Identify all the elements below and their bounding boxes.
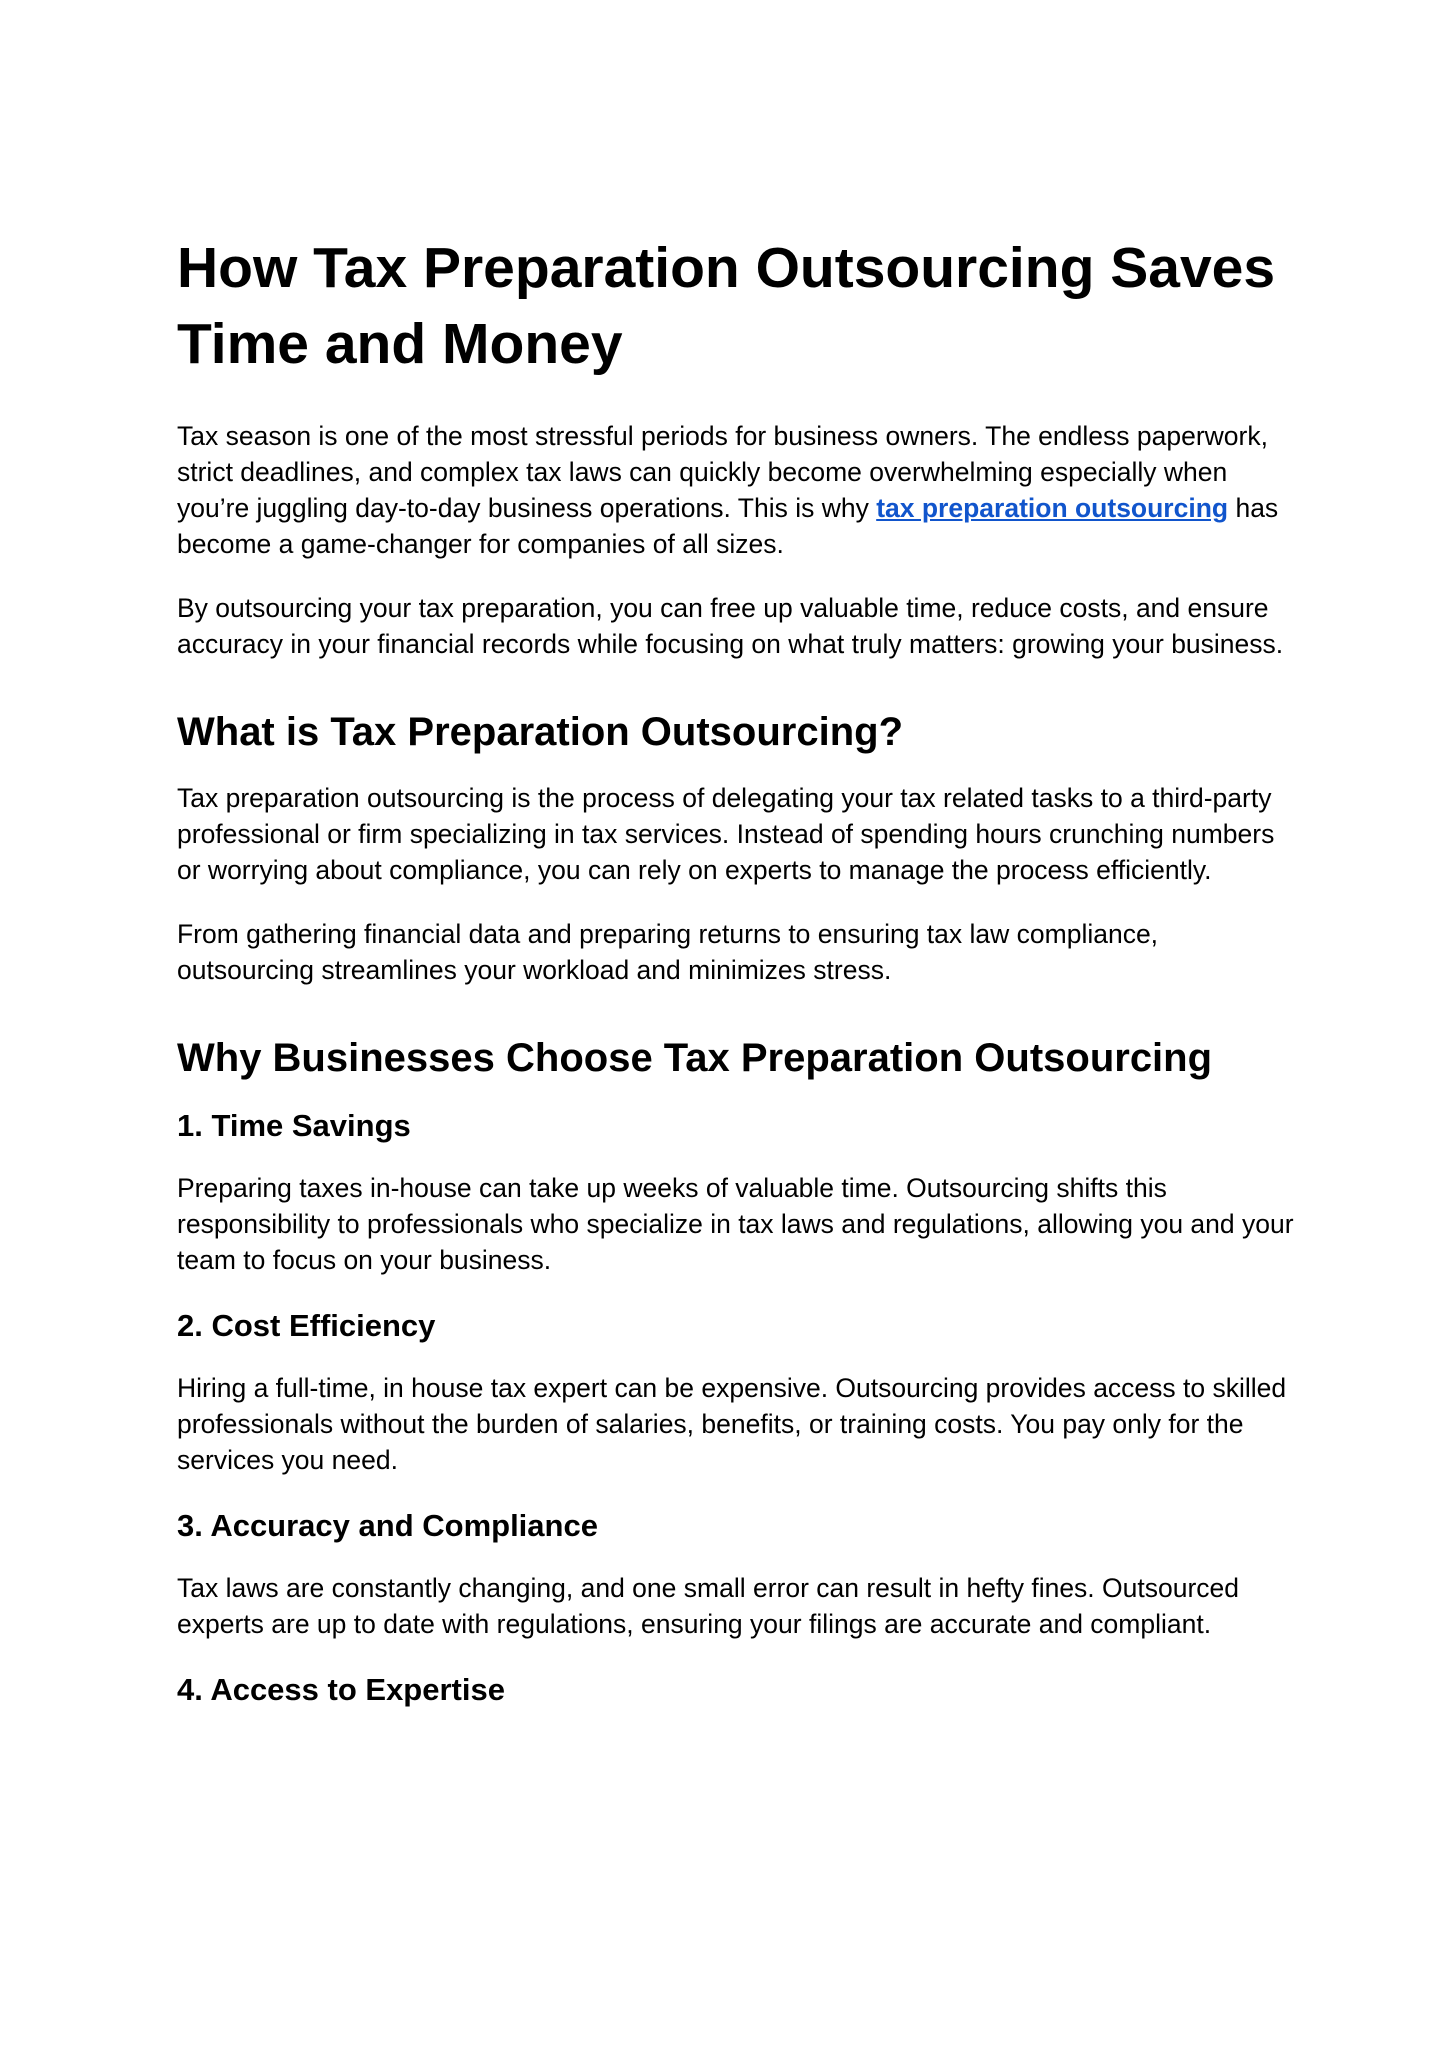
intro-text-after-link: has become a game-changer for companies of all sizes. — [177, 493, 1279, 559]
what-paragraph-1: Tax preparation outsourcing is the process of delegating your tax related tasks to a third-party professional or firm specializing in tax services. Instead of spending hours crunching numbers or worrying about compliance, you can rely on experts to manage the process efficiently. — [177, 783, 1275, 885]
subheading-accuracy-compliance: 3. Accuracy and Compliance — [177, 1508, 598, 1543]
tax-preparation-outsourcing-link[interactable]: tax preparation outsourcing — [876, 493, 1229, 523]
subheading-access-to-expertise: 4. Access to Expertise — [177, 1672, 505, 1707]
section-heading-what: What is Tax Preparation Outsourcing? — [177, 710, 904, 754]
intro-text-before-link: Tax season is one of the most stressful periods for business owners. The endless paperwork, strict deadlines, and complex tax laws can quickly become overwhelming especially when you’re juggling day-to-day business operations. This is why — [177, 421, 1268, 523]
intro-paragraph-1 — [177, 418, 1297, 562]
document-page — [177, 230, 1297, 1734]
document-title: How Tax Preparation Outsourcing Saves Time and Money — [177, 236, 1276, 376]
intro-paragraph-2: By outsourcing your tax preparation, you can free up valuable time, reduce costs, and ensure accuracy in your financial records while focusing on what truly matters: growing your business. — [177, 593, 1284, 659]
subheading-time-savings: 1. Time Savings — [177, 1108, 411, 1143]
time-savings-paragraph: Preparing taxes in-house can take up weeks of valuable time. Outsourcing shifts this responsibility to professionals who specialize in tax laws and regulations, allowing you and your team to focus on your business. — [177, 1173, 1294, 1275]
subheading-cost-efficiency: 2. Cost Efficiency — [177, 1308, 436, 1343]
cost-efficiency-paragraph: Hiring a full-time, in house tax expert can be expensive. Outsourcing provides access to skilled professionals without the burden of salaries, benefits, or training costs. You pay only for the services you need. — [177, 1373, 1287, 1475]
what-paragraph-2: From gathering financial data and preparing returns to ensuring tax law compliance, outsourcing streamlines your workload and minimizes stress. — [177, 919, 1159, 985]
section-heading-why: Why Businesses Choose Tax Preparation Outsourcing — [177, 1036, 1213, 1080]
accuracy-compliance-paragraph: Tax laws are constantly changing, and one small error can result in hefty fines. Outsourced experts are up to date with regulations, ensuring your filings are accurate and compliant. — [177, 1573, 1240, 1639]
